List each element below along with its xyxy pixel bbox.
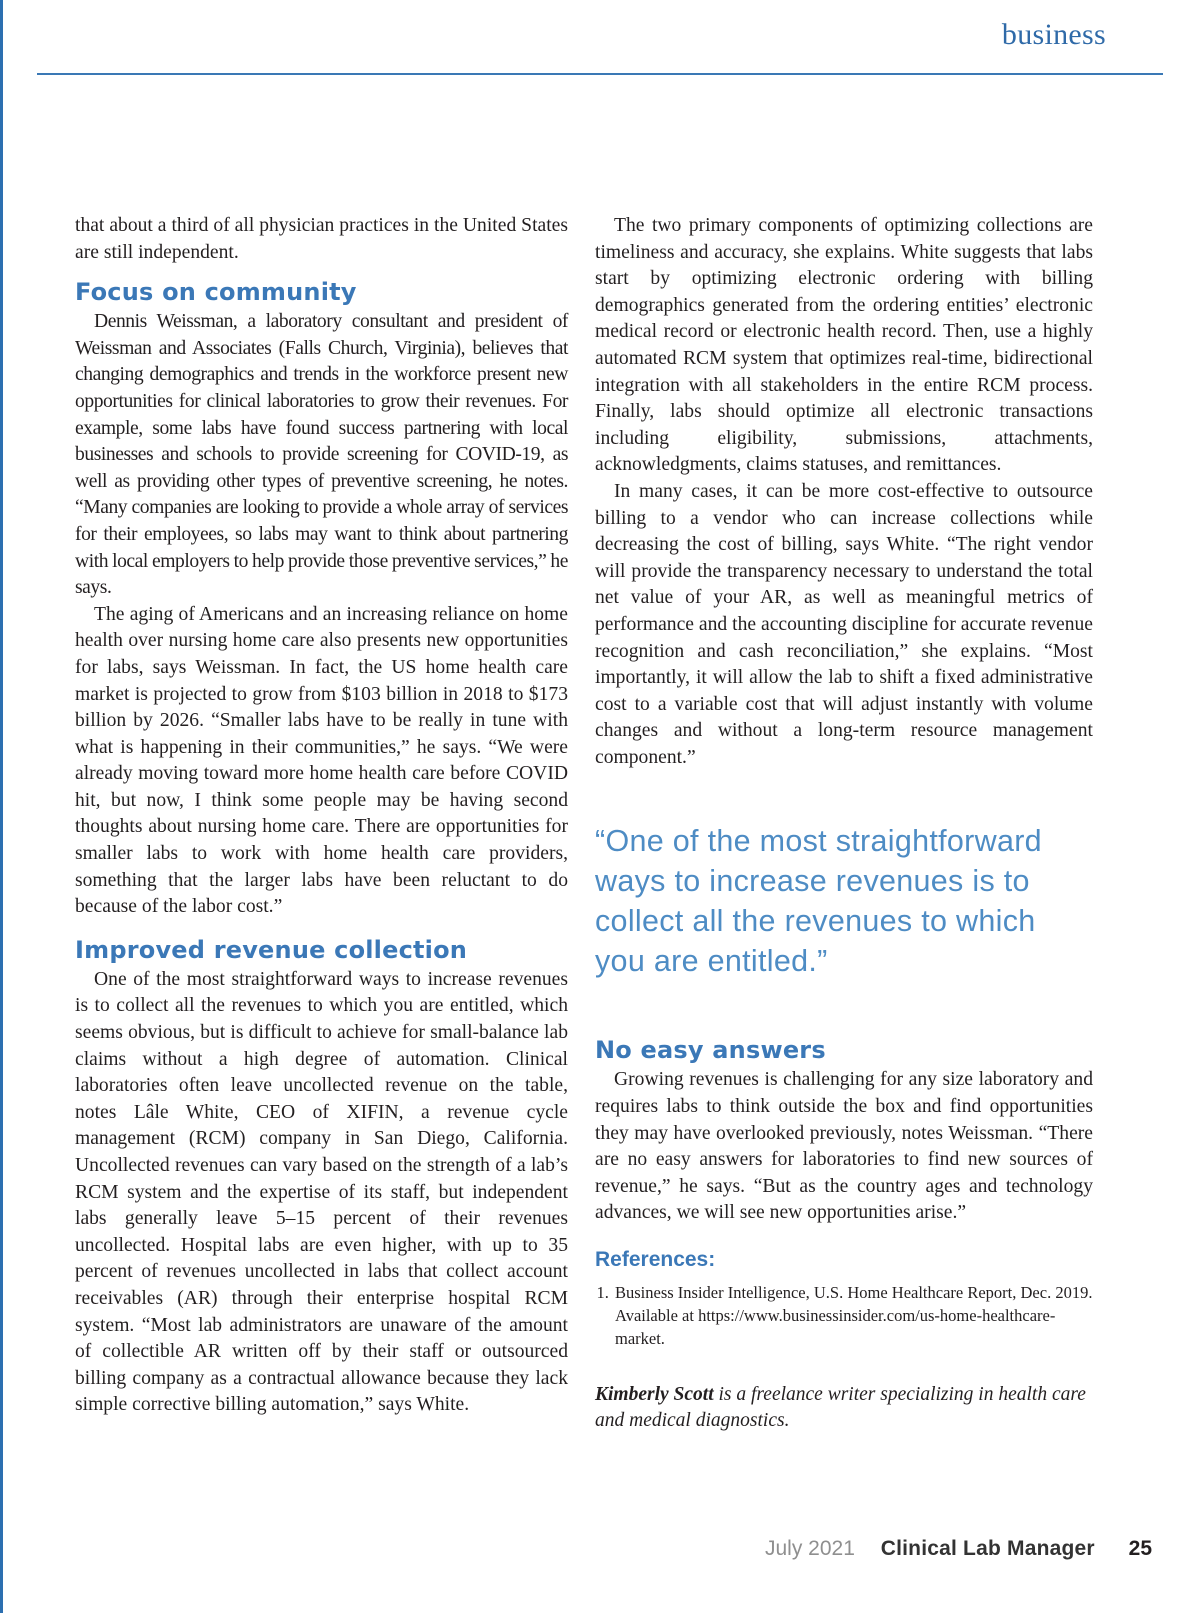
references-heading: References: <box>595 1248 716 1272</box>
intro-paragraph: that about a third of all physician practices in the United States are still independent. <box>75 215 568 263</box>
section-tag: business <box>1001 18 1106 51</box>
left-column <box>75 213 568 1419</box>
focus-paragraph-1: Dennis Weissman, a laboratory consultant and president of Weissman and Associates (Falls Church, Virginia), believes that changing demographics and trends in the workforce present new opportunities for clinical laboratories to grow their revenues. For example, some labs have found success partnering with local businesses and schools to provide screening for COVID-19, as well as providing other types of preventive screening, he notes. “Many companies are looking to provide a whole array of services for their employees, so labs may want to think about partnering with local employers to help provide those preventive services,” he says. <box>75 311 568 599</box>
page-footer <box>765 1537 1152 1561</box>
reference-item: 1. Business Insider Intelligence, U.S. Home Healthcare Report, Dec. 2019. Available at https://www.businessinsider.com/us-home-healthcare-market. <box>613 1281 1093 1350</box>
header-rule <box>37 73 1163 75</box>
magazine-name: Clinical Lab Manager <box>880 1537 1095 1560</box>
author-name: Kimberly Scott <box>595 1384 714 1406</box>
heading-improved-revenue-collection: Improved revenue collection <box>75 935 468 964</box>
focus-paragraph-2: The aging of Americans and an increasing reliance on home health over nursing home care also presents new opportunities for labs, says Weissman. In fact, the US home health care market is projected to grow from $103 billion in 2018 to $173 billion by 2026. “Smaller labs have to be really in tune with what is happening in their communities,” he says. “We were already moving toward more home health care before COVID hit, but now, I think some people may be having second thoughts about nursing home care. There are opportunities for smaller labs to work with home health care providers, something that the larger labs have been reluctant to do because of the labor cost.” <box>75 603 568 918</box>
heading-focus-on-community: Focus on community <box>75 278 357 307</box>
no-easy-paragraph-1: Growing revenues is challenging for any size laboratory and requires labs to think outside the box and find opportunities they may have overlooked previously, notes Weissman. “There are no easy answers for laboratories to find new sources of revenue,” he says. “But as the country ages and technology advances, we will see new opportunities arise.” <box>595 1069 1093 1224</box>
references-list <box>595 1281 1093 1350</box>
collections-paragraph-1: The two primary components of optimizing collections are timeliness and accuracy, she explains. White suggests that labs start by optimizing electronic ordering with billing demographics generated from the ordering entities’ electronic medical record or electronic health record. Then, use a highly automated RCM system that optimizes real-time, bidirectional integration with all stakeholders in the entire RCM process. Finally, labs should optimize all electronic transactions including eligibility, submissions, attachments, acknowledgments, claims statuses, and remittances. <box>595 215 1093 476</box>
page-number: 25 <box>1128 1537 1152 1560</box>
collections-paragraph-2: In many cases, it can be more cost-effective to outsource billing to a vendor who can increase collections while decreasing the cost of billing, says White. “The right vendor will provide the transparency necessary to understand the total net value of your AR, as well as meaningful metrics of performance and the accounting discipline for accurate revenue recognition and cash reconciliation,” she explains. “Most importantly, it will allow the lab to shift a fixed administrative cost to a variable cost that will adjust instantly with volume changes and without a long-term resource management component.” <box>595 480 1093 768</box>
pull-quote: “One of the most straightforward ways to increase revenues is to collect all the revenues to which you are entitled.” <box>595 824 1042 979</box>
page-edge-stripe <box>0 0 3 1613</box>
author-bio-text: is a freelance writer specializing in health care and medical diagnostics. <box>595 1384 1086 1432</box>
issue-date: July 2021 <box>764 1537 855 1560</box>
right-column <box>595 213 1093 1434</box>
author-bio <box>595 1382 1093 1434</box>
revenue-paragraph-1: One of the most straightforward ways to increase revenues is to collect all the revenues to which you are entitled, which seems obvious, but is difficult to achieve for small-balance lab claims without a high degree of automation. Clinical laboratories often leave uncollected revenue on the table, notes Lâle White, CEO of XIFIN, a revenue cycle management (RCM) company in San Diego, California. Uncollected revenues can vary based on the strength of a lab’s RCM system and the expertise of its staff, but independent labs generally leave 5–15 percent of their revenues uncollected. Hospital labs are even higher, with up to 35 percent of revenues uncollected in labs that collect account receivables (AR) through their enterprise hospital RCM system. “Most lab administrators are unaware of the amount of collectible AR written off by their staff or outsourced billing company as a contractual allowance because they lack simple corrective billing automation,” says White. <box>75 968 568 1416</box>
heading-no-easy-answers: No easy answers <box>595 1036 826 1065</box>
